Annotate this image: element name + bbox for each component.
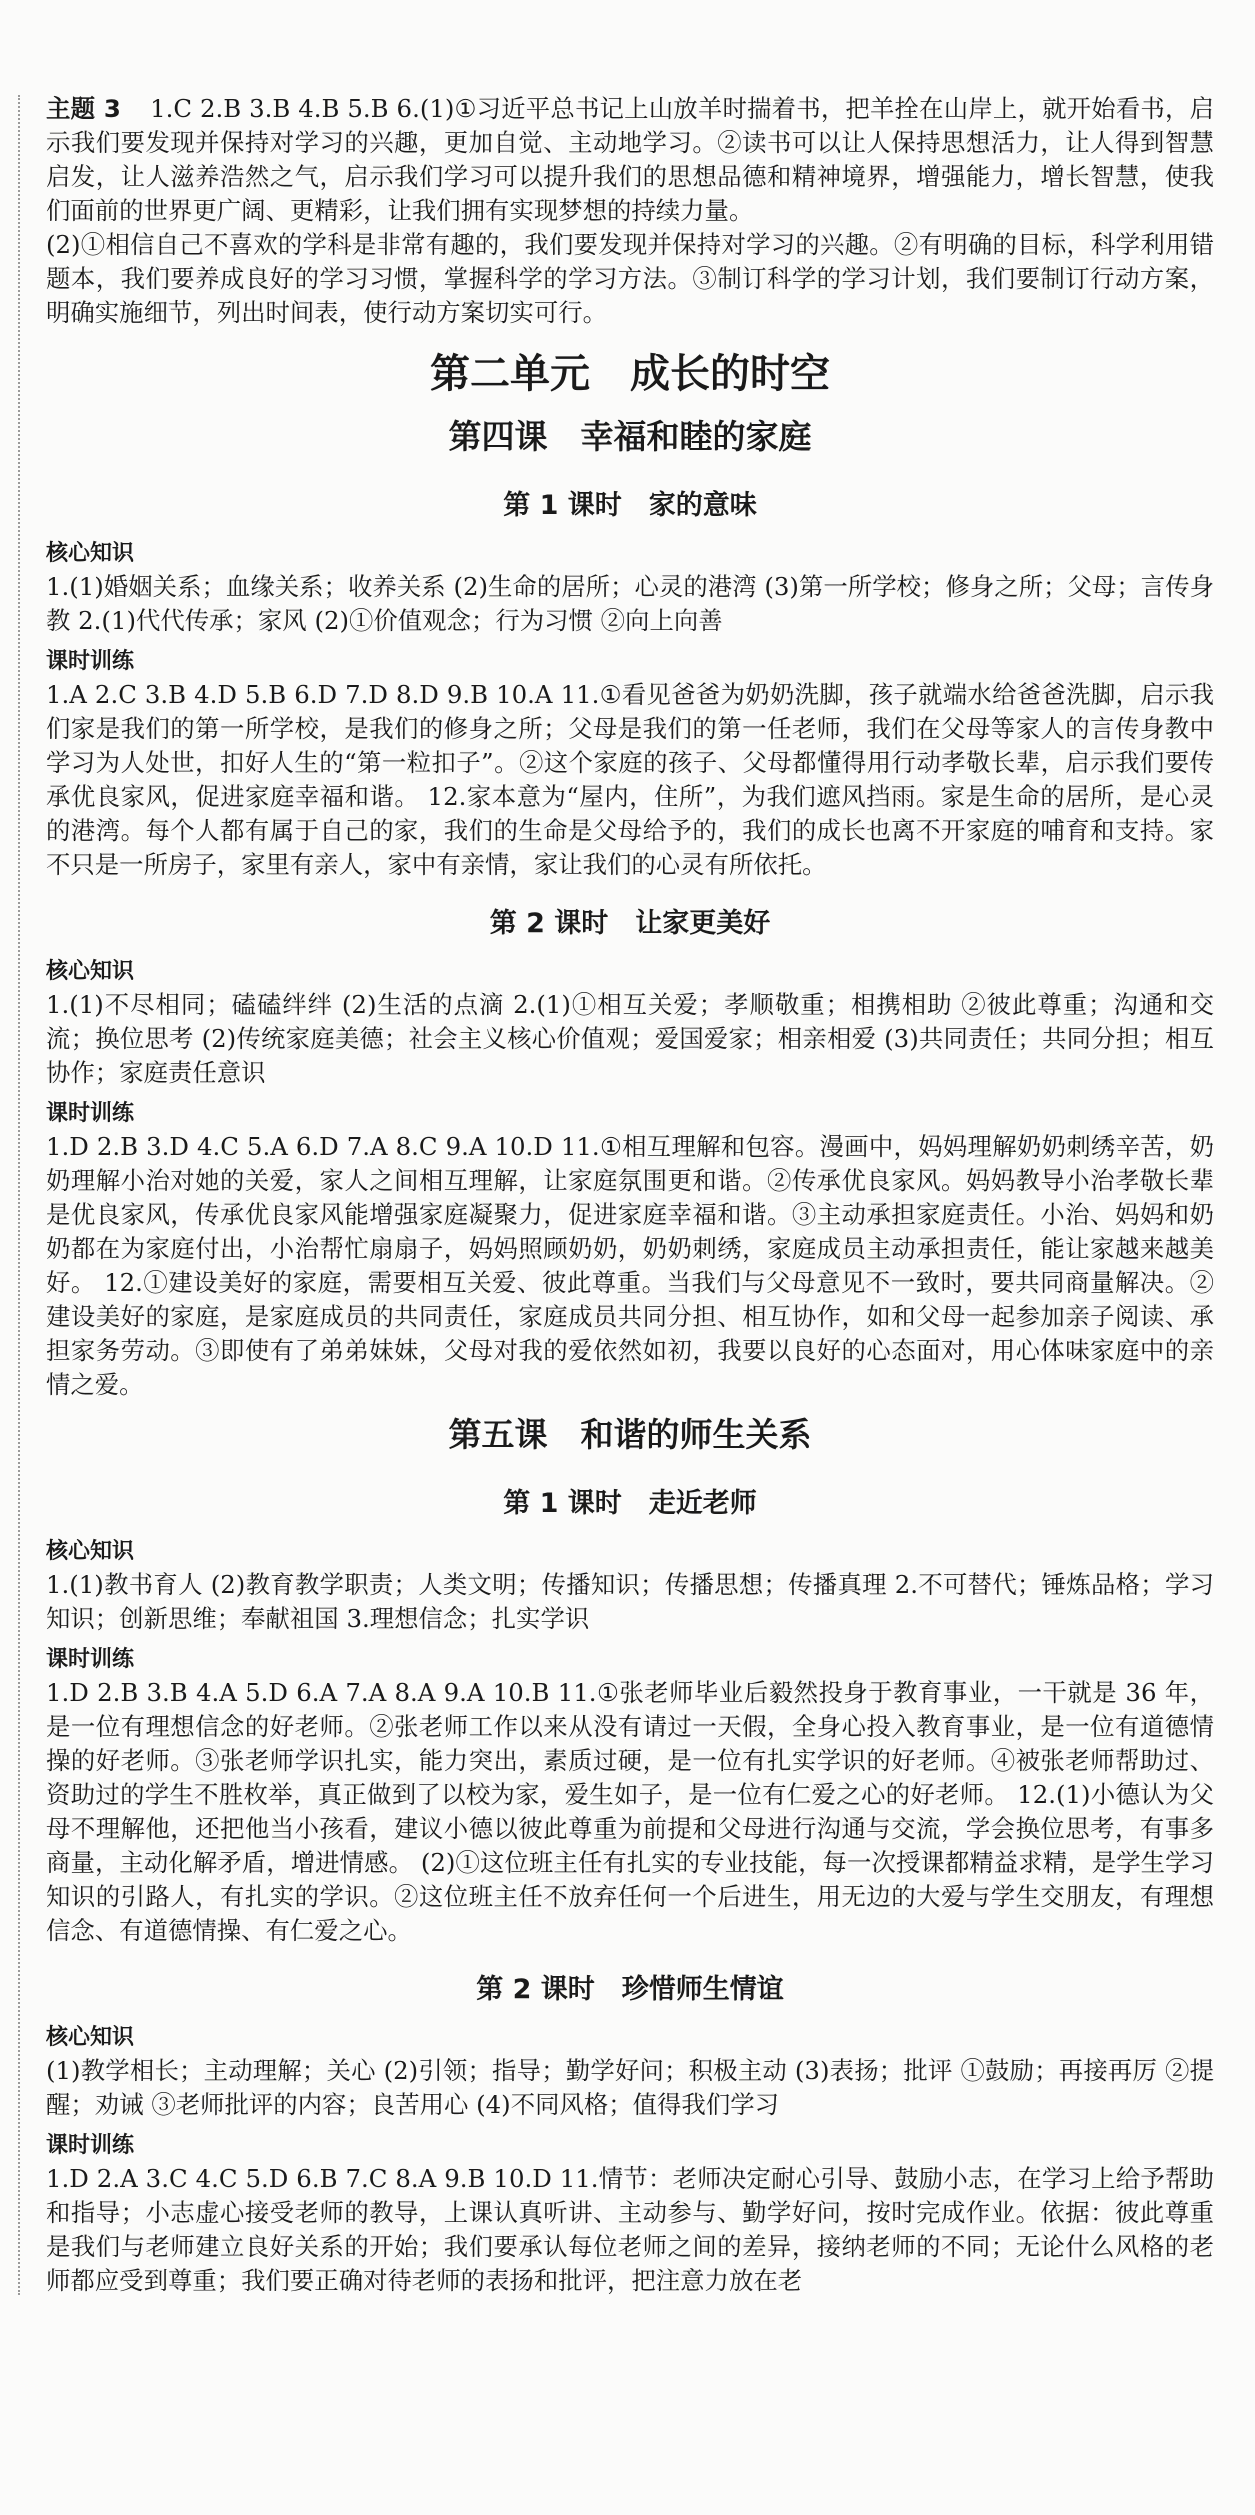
theme3-paragraph-2: (2)①相信自己不喜欢的学科是非常有趣的，我们要发现并保持对学习的兴趣。②有明确的目标，科学利用错题本，我们要养成良好的学习习惯，掌握科学的学习方法。③制订科学的学习计划，我们要制订行动方案，明确实施细节，列出时间表，使行动方案切实可行。 <box>46 230 1214 327</box>
lesson4-period2-title: 第 2 课时 让家更美好 <box>489 908 771 939</box>
lesson4-period1-training-text: 1.A 2.C 3.B 4.D 5.B 6.D 7.D 8.D 9.B 10.A 11.①看见爸爸为奶奶洗脚，孩子就端水给爸爸洗脚，启示我们家是我们的第一所学校，是我们的修身之所；父母是我们的第一任老师，我们在父母等家人的言传身教中学习为人处世，扣好人生的“第一粒扣子”。②这个家庭的孩子、父母都懂得用行动孝敬长辈，启示我们要传承优良家风，促进家庭幸福和谐。 12.家本意为“屋内，住所”，为我们遮风挡雨。家是生命的居所，是心灵的港湾。每个人都有属于自己的家，我们的生命是父母给予的，我们的成长也离不开家庭的哺育和支持。家不只是一所房子，家里有亲人，家中有亲情，家让我们的心灵有所依托。 <box>46 680 1214 879</box>
lesson4-period1-core-text: 1.(1)婚姻关系；血缘关系；收养关系 (2)生命的居所；心灵的港湾 (3)第一所学校；修身之所；父母；言传身教 2.(1)代代传承；家风 (2)①价值观念；行为习惯 ②向上向善 <box>46 572 1214 635</box>
section-label-core: 核心知识 <box>46 541 135 566</box>
lesson4-period1-title: 第 1 课时 家的意味 <box>503 490 757 521</box>
lesson5-period2-core-text: (1)教学相长；主动理解；关心 (2)引领；指导；勤学好问；积极主动 (3)表扬；批评 ①鼓励；再接再厉 ②提醒；劝诫 ③老师批评的内容；良苦用心 (4)不同风格；值得我们学习 <box>46 2056 1214 2119</box>
lesson5-title: 第五课 和谐的师生关系 <box>448 1415 812 1454</box>
theme3-label: 主题 3 <box>46 94 121 123</box>
section-label-core: 核心知识 <box>46 959 135 984</box>
section-label-training: 课时训练 <box>46 2133 135 2158</box>
lesson4-period2-training-text: 1.D 2.B 3.D 4.C 5.A 6.D 7.A 8.C 9.A 10.D 11.①相互理解和包容。漫画中，妈妈理解奶奶刺绣辛苦，奶奶理解小治对她的关爱，家人之间相互理解，让家庭氛围更和谐。②传承优良家风。妈妈教导小治孝敬长辈是优良家风，传承优良家风能增强家庭凝聚力，促进家庭幸福和谐。③主动承担家庭责任。小治、妈妈和奶奶都在为家庭付出，小治帮忙扇扇子，妈妈照顾奶奶，奶奶刺绣，家庭成员主动承担责任，能让家越来越美好。 12.①建设美好的家庭，需要相互关爱、彼此尊重。当我们与父母意见不一致时，要共同商量解决。②建设美好的家庭，是家庭成员的共同责任，家庭成员共同分担、相互协作，如和父母一起参加亲子阅读、承担家务劳动。③即使有了弟弟妹妹，父母对我的爱依然如初，我要以良好的心态面对，用心体味家庭中的亲情之爱。 <box>46 1132 1214 1399</box>
lesson5-period2-title: 第 2 课时 珍惜师生情谊 <box>476 1974 784 2005</box>
page-content <box>46 92 1214 2298</box>
theme3-answers: 1.C 2.B 3.B 4.B 5.B 6.(1)①习近平总书记上山放羊时揣着书，把羊拴在山岸上，就开始看书，启示我们要发现并保持对学习的兴趣，更加自觉、主动地学习。②读书可以让人保持思想活力，让人得到智慧启发，让人滋养浩然之气，启示我们学习可以提升我们的思想品德和精神境界，增强能力，增长智慧，使我们面前的世界更广阔、更精彩，让我们拥有实现梦想的持续力量。 <box>46 94 1214 225</box>
lesson5-period1-training-text: 1.D 2.B 3.B 4.A 5.D 6.A 7.A 8.A 9.A 10.B 11.①张老师毕业后毅然投身于教育事业，一干就是 36 年，是一位有理想信念的好老师。②张老师工作以来从没有请过一天假，全身心投入教育事业，是一位有道德情操的好老师。③张老师学识扎实，能力突出，素质过硬，是一位有扎实学识的好老师。④被张老师帮助过、资助过的学生不胜枚举，真正做到了以校为家，爱生如子，是一位有仁爱之心的好老师。 12.(1)小德认为父母不理解他，还把他当小孩看，建议小德以彼此尊重为前提和父母进行沟通与交流，学会换位思考，有事多商量，主动化解矛盾，增进情感。 (2)①这位班主任有扎实的专业技能，每一次授课都精益求精，是学生学习知识的引路人，有扎实的学识。②这位班主任不放弃任何一个后进生，用无边的大爱与学生交朋友，有理想信念、有道德情操、有仁爱之心。 <box>46 1678 1214 1945</box>
section-label-training: 课时训练 <box>46 1101 135 1126</box>
lesson4-title: 第四课 幸福和睦的家庭 <box>448 417 812 456</box>
lesson5-period1-core-text: 1.(1)教书育人 (2)教育教学职责；人类文明；传播知识；传播思想；传播真理 2.不可替代；锤炼品格；学习知识；创新思维；奉献祖国 3.理想信念；扎实学识 <box>46 1570 1214 1633</box>
lesson4-period2-core-text: 1.(1)不尽相同；磕磕绊绊 (2)生活的点滴 2.(1)①相互关爱；孝顺敬重；相携相助 ②彼此尊重；沟通和交流；换位思考 (2)传统家庭美德；社会主义核心价值观；爱国爱家；相亲相爱 (3)共同责任；共同分担；相互协作；家庭责任意识 <box>46 990 1214 1087</box>
theme3-paragraph-1 <box>46 92 1214 228</box>
section-label-training: 课时训练 <box>46 1647 135 1672</box>
margin-rule <box>18 95 20 2295</box>
section-label-core: 核心知识 <box>46 2025 135 2050</box>
unit-title: 第二单元 成长的时空 <box>430 351 830 397</box>
section-label-training: 课时训练 <box>46 649 135 674</box>
lesson5-period2-training-text: 1.D 2.A 3.C 4.C 5.D 6.B 7.C 8.A 9.B 10.D 11.情节：老师决定耐心引导、鼓励小志，在学习上给予帮助和指导；小志虚心接受老师的教导，上课认真听讲、主动参与、勤学好问，按时完成作业。依据：彼此尊重是我们与老师建立良好关系的开始；我们要承认每位老师之间的差异，接纳老师的不同；无论什么风格的老师都应受到尊重；我们要正确对待老师的表扬和批评，把注意力放在老 <box>46 2164 1214 2295</box>
lesson5-period1-title: 第 1 课时 走近老师 <box>503 1488 757 1519</box>
section-label-core: 核心知识 <box>46 1539 135 1564</box>
